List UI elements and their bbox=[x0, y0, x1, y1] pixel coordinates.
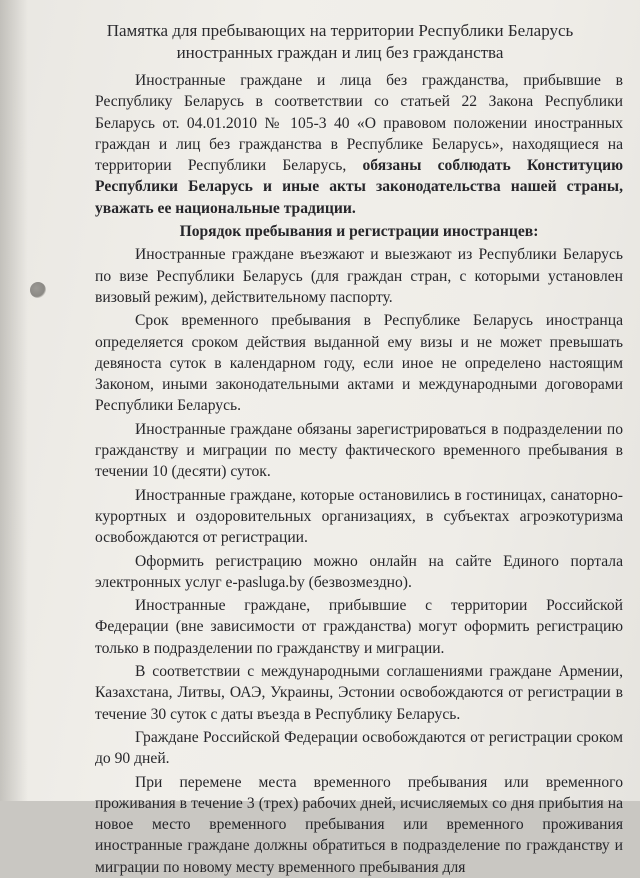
paragraph-registration-obligation: Иностранные граждане обязаны зарегистрироваться в подразделении по гражданству и миграции по месту фактического временного пребывания в течении 10 (десяти) суток. bbox=[95, 420, 623, 481]
paragraph-russian-citizens: Граждане Российской Федерации освобождаются от регистрации сроком до 90 дней. bbox=[95, 728, 623, 768]
document-title-line-2: иностранных граждан и лиц без гражданства bbox=[176, 43, 504, 62]
paragraph-online-registration: Оформить регистрацию можно онлайн на сайте Единого портала электронных услуг e-pasluga.by (безвозмездно). bbox=[95, 552, 623, 591]
intro-bold-text: обязаны соблюдать Конституцию Республики Беларусь и иные акты законодательства нашей страны, уважать ее национальные традиции. bbox=[95, 157, 624, 217]
document-body bbox=[95, 70, 623, 878]
intro-paragraph bbox=[95, 70, 623, 219]
punch-hole bbox=[30, 282, 46, 298]
document-title-line-1: Памятка для пребывающих на территории Республики Беларусь bbox=[106, 21, 574, 40]
page-edge-shadow bbox=[0, 0, 28, 801]
paragraph-hotel-exemption: Иностранные граждане, которые остановились в гостиницах, санаторно-курортных и оздоровительных организациях, в субъектах агроэкотуризма освобождаются от регистрации. bbox=[95, 486, 623, 547]
paragraph-stay-term: Срок временного пребывания в Республике Беларусь иностранца определяется сроком действия выданной ему визы и не может превышать девяноста суток в календарном году, если иное не определено настоящим Законом, иными законодательными актами и международными договорами Республики Беларусь. bbox=[95, 312, 623, 415]
intro-text: Иностранные граждане и лица без гражданства, прибывшие в Республику Беларусь в соответствии со статьей 22 Закона Республики Беларусь от. 04.01.2010 № 105-3 40 «О правовом положении иностранных граждан и лиц без гражданства в Республике Беларусь», находящиеся на территории Республики Беларусь, bbox=[95, 72, 623, 175]
paragraph-agreement-exemption: В соответствии с международными соглашениями граждане Армении, Казахстана, Литвы, ОАЭ, Украины, Эстонии освобождаются от регистрации в течение 30 суток с даты въезда в Республику Беларусь. bbox=[95, 663, 623, 723]
section-heading: Порядок пребывания и регистрации иностранцев: bbox=[179, 223, 539, 241]
paragraph-russia-arrivals: Иностранные граждане, прибывшие с территории Российской Федерации (вне зависимости от гражданства) могут оформить регистрацию только в подразделении по гражданству и миграции. bbox=[95, 597, 623, 657]
paragraph-change-of-residence: При перемене места временного пребывания или временного проживания в течение 3 (трех) рабочих дней, исчисляемых со дня прибытия на новое место временного пребывания или временного проживания иностранные граждане должны обратиться в подразделение по гражданству и миграции по новому месту временного пребывания для bbox=[95, 773, 623, 876]
paragraph-entry-visa: Иностранные граждане въезжают и выезжают из Республики Беларусь по визе Республики Беларусь (для граждан стран, с которыми установлен визовый режим), действительному паспорту. bbox=[95, 246, 623, 306]
